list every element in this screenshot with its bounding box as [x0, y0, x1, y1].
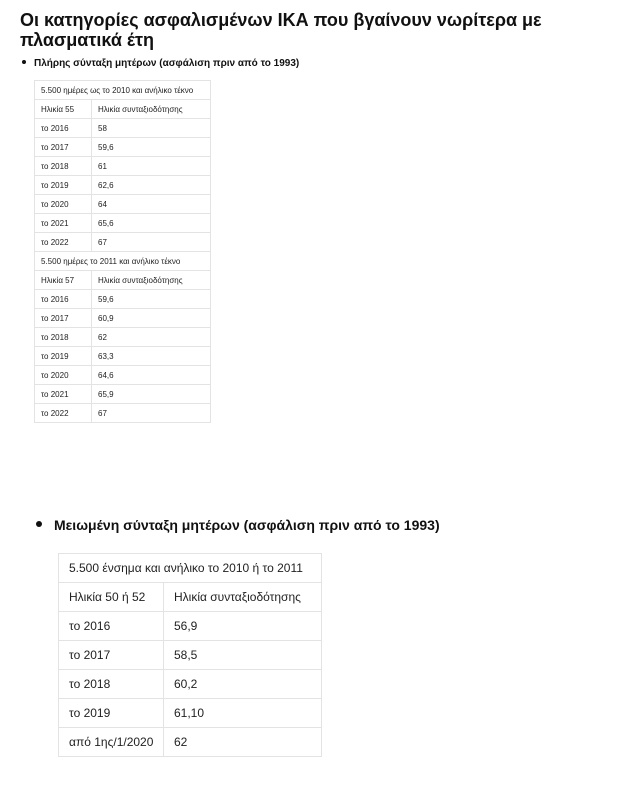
- table-cell-year: το 2019: [35, 176, 92, 195]
- table-cell-year: το 2017: [35, 138, 92, 157]
- table-cell-year: το 2016: [35, 119, 92, 138]
- table-row: [59, 583, 322, 612]
- table-row: [35, 81, 211, 100]
- table-cell-age: 59,6: [92, 138, 211, 157]
- table-row: [35, 385, 211, 404]
- table-cell-year: το 2016: [59, 612, 164, 641]
- section1-table: [34, 80, 211, 423]
- table-cell-year: το 2018: [59, 670, 164, 699]
- table-cell-year: το 2022: [35, 233, 92, 252]
- table-cell-year: Ηλικία 57: [35, 271, 92, 290]
- table-cell-year: Ηλικία 50 ή 52: [59, 583, 164, 612]
- table-cell-year: το 2021: [35, 214, 92, 233]
- table-cell-age: 65,6: [92, 214, 211, 233]
- table-row: [35, 195, 211, 214]
- table-cell-age: Ηλικία συνταξιοδότησης: [92, 100, 211, 119]
- table-cell-age: 64,6: [92, 366, 211, 385]
- section1-heading-text: Πλήρης σύνταξη μητέρων (ασφάλιση πριν από το 1993): [34, 58, 300, 69]
- table-cell-year: το 2019: [59, 699, 164, 728]
- table-row: [35, 138, 211, 157]
- table-cell-age: 61,10: [164, 699, 322, 728]
- table-row: [35, 347, 211, 366]
- table-cell-age: 64: [92, 195, 211, 214]
- table-cell-age: 61: [92, 157, 211, 176]
- table-cell-year: το 2020: [35, 195, 92, 214]
- table-cell-year: Ηλικία 55: [35, 100, 92, 119]
- table-row: [35, 119, 211, 138]
- table-cell-age: 58,5: [164, 641, 322, 670]
- table-cell-age: 56,9: [164, 612, 322, 641]
- table-row: [35, 252, 211, 271]
- table-row: [59, 699, 322, 728]
- table-cell-year: το 2021: [35, 385, 92, 404]
- table-row: [59, 641, 322, 670]
- table-group-header: 5.500 ημέρες ως το 2010 και ανήλικο τέκνο: [35, 81, 211, 100]
- table-row: [59, 554, 322, 583]
- table-cell-year: το 2018: [35, 157, 92, 176]
- table-cell-age: Ηλικία συνταξιοδότησης: [92, 271, 211, 290]
- table-cell-age: 67: [92, 404, 211, 423]
- table-cell-year: από 1ης/1/2020: [59, 728, 164, 757]
- section1-heading: [22, 58, 299, 69]
- section2-table: [58, 553, 322, 757]
- table-cell-age: Ηλικία συνταξιοδότησης: [164, 583, 322, 612]
- table-group-header: 5.500 ένσημα και ανήλικο το 2010 ή το 2011: [59, 554, 322, 583]
- table-row: [35, 404, 211, 423]
- table-row: [35, 100, 211, 119]
- table-cell-age: 60,9: [92, 309, 211, 328]
- table-cell-age: 62,6: [92, 176, 211, 195]
- table-cell-age: 59,6: [92, 290, 211, 309]
- table-row: [59, 728, 322, 757]
- section2-heading: [36, 517, 440, 533]
- table-cell-age: 60,2: [164, 670, 322, 699]
- table-row: [35, 176, 211, 195]
- table-cell-year: το 2020: [35, 366, 92, 385]
- table-cell-year: το 2018: [35, 328, 92, 347]
- table-row: [59, 670, 322, 699]
- table-cell-age: 62: [164, 728, 322, 757]
- table-row: [35, 328, 211, 347]
- table-cell-age: 63,3: [92, 347, 211, 366]
- table-row: [35, 290, 211, 309]
- table-cell-year: το 2017: [35, 309, 92, 328]
- table-cell-year: το 2016: [35, 290, 92, 309]
- table-cell-age: 65,9: [92, 385, 211, 404]
- table-cell-year: το 2022: [35, 404, 92, 423]
- table-row: [35, 214, 211, 233]
- table-row: [35, 233, 211, 252]
- table-cell-year: το 2017: [59, 641, 164, 670]
- page-title: Οι κατηγορίες ασφαλισμένων ΙΚΑ που βγαίνουν νωρίτερα με πλασματικά έτη: [20, 10, 542, 50]
- table-row: [35, 309, 211, 328]
- table-row: [35, 366, 211, 385]
- bullet-dot-icon: [22, 60, 26, 64]
- table-cell-year: το 2019: [35, 347, 92, 366]
- table-row: [35, 157, 211, 176]
- table-cell-age: 58: [92, 119, 211, 138]
- bullet-dot-icon: [36, 521, 42, 527]
- table-cell-age: 62: [92, 328, 211, 347]
- table-cell-age: 67: [92, 233, 211, 252]
- table-row: [59, 612, 322, 641]
- table-group-header: 5.500 ημέρες το 2011 και ανήλικο τέκνο: [35, 252, 211, 271]
- table-row: [35, 271, 211, 290]
- section2-heading-text: Μειωμένη σύνταξη μητέρων (ασφάλιση πριν από το 1993): [54, 517, 440, 533]
